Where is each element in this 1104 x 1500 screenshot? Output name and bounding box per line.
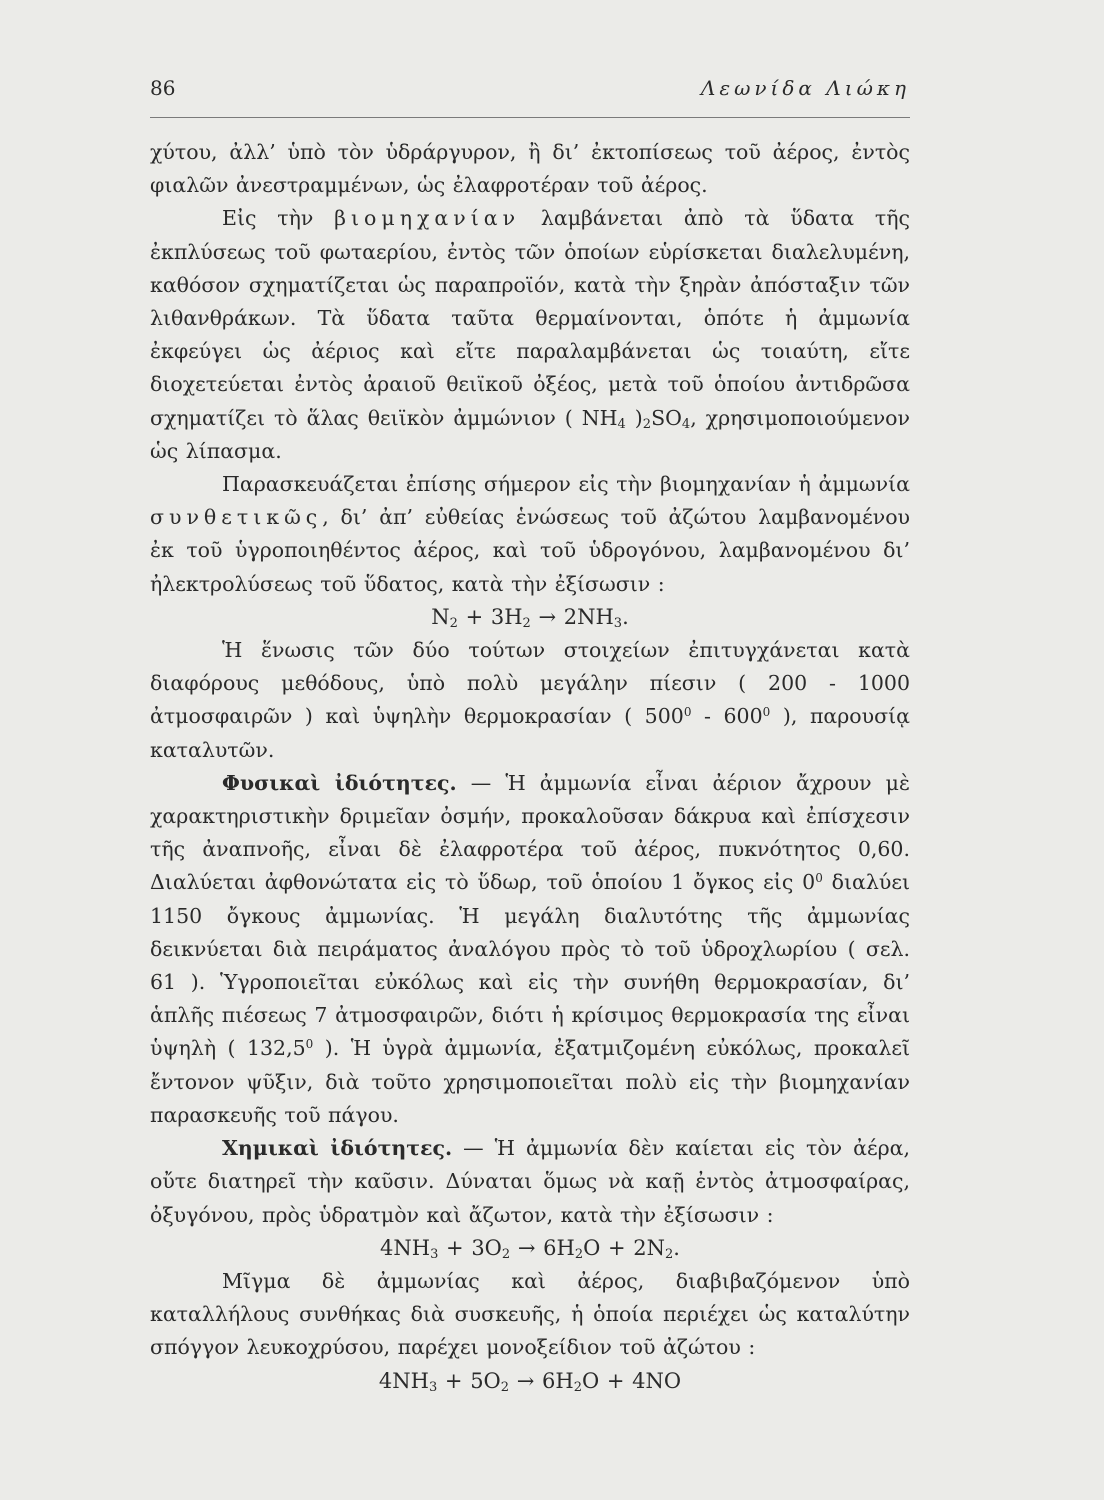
paragraph-6: Χημικαὶ ἰδιότητες. — Ἡ ἀμμωνία δὲν καίεται εἰς τὸν ἀέρα, οὔτε διατηρεῖ τὴν καῦσιν. Δύναται ὅμως νὰ καῇ ἐντὸς ἀτμοσφαίρας, ὀξυγόνου, πρὸς ὑδρατμὸν καὶ ἄζωτον, κατὰ τὴν ἐξίσωσιν : <box>150 1136 910 1227</box>
paragraph-1: χύτου, ἀλλ’ ὑπὸ τὸν ὑδράργυρον, ἢ δι’ ἐκτοπίσεως τοῦ ἀέρος, ἐντὸς φιαλῶν ἀνεστραμμένων, ὡς ἐλαφροτέραν τοῦ ἀέρος. <box>150 140 910 198</box>
equation-1: $N_2 + 3H_2 \to 2NH_3$. <box>431 604 629 631</box>
equation-3: $4NH_3 + 5O_2 \to 6H_2O + 4NO$ <box>378 1368 682 1395</box>
running-head: Λεωνίδα Λιώκη <box>700 76 910 100</box>
paragraph-3: Παρασκευάζεται ἐπίσης σήμερον εἰς τὴν βιομηχανίαν ἡ ἀμμωνία συνθετικῶς, δι’ ἀπ’ εὐθείας ἑνώσεως τοῦ ἀζώτου λαμβανομένου ἐκ τοῦ ὑγροποιηθέντος ἀέρος, καὶ τοῦ ὑδρογόνου, λαμβανομένου δι’ ἠλεκτρολύσεως τοῦ ὕδατος, κατὰ τὴν ἐξίσωσιν : <box>150 472 910 596</box>
page-header <box>150 76 910 116</box>
spaced-term: βιομηχανίαν <box>334 206 521 231</box>
header-rule <box>150 117 910 118</box>
paragraph-4: Ἡ ἕνωσις τῶν δύο τούτων στοιχείων ἐπιτυγχάνεται κατὰ διαφόρους μεθόδους, ὑπὸ πολὺ μεγάλην πίεσιν ( 200 - 1000 ἀτμοσφαιρῶν ) καὶ ὑψηλὴν θερμοκρασίαν ( $500^0 - 600^0$ ), παρουσίᾳ καταλυτῶν. <box>150 638 910 762</box>
spaced-term: συνθετικῶς <box>150 505 323 530</box>
paragraph-7: Μῖγμα δὲ ἀμμωνίας καὶ ἀέρος, διαβιβαζόμενον ὑπὸ καταλλήλους συνθήκας διὰ συσκευῆς, ἡ ὁποία περιέχει ὡς καταλύτην σπόγγον λευκοχρύσου, παρέχει μονοξείδιον τοῦ ἀζώτου : <box>150 1268 910 1360</box>
paragraph-5: Φυσικαὶ ἰδιότητες. — Ἡ ἀμμωνία εἶναι ἀέριον ἄχρουν μὲ χαρακτηριστικὴν δριμεῖαν ὀσμήν, προκαλοῦσαν δάκρυα καὶ ἐπίσχεσιν τῆς ἀναπνοῆς, εἶναι δὲ ἐλαφροτέρα τοῦ ἀέρος, πυκνότητος 0,60. Διαλύεται ἀφθονώτατα εἰς τὸ ὕδωρ, τοῦ ὁποίου 1 ὄγκος εἰς $0^0$ διαλύει 1150 ὄγκους ἀμμωνίας. Ἡ μεγάλη διαλυτότης τῆς ἀμμωνίας δεικνύεται διὰ πειράματος ἀναλόγου πρὸς τὸ τοῦ ὑδροχλωρίου ( σελ. 61 ). Ὑγροποιεῖται εὐκόλως καὶ εἰς τὴν συνήθη θερμοκρασίαν, δι’ ἁπλῆς πιέσεως 7 ἀτμοσφαιρῶν, διότι ἡ κρίσιμος θερμοκρασία της εἶναι ὑψηλὴ ( 132,5$^0$ ). Ἡ ὑγρὰ ἀμμωνία, ἐξατμιζομένη εὐκόλως, προκαλεῖ ἔντονον ψῦξιν, διὰ τοῦτο χρησιμοποιεῖται πολὺ εἰς τὴν βιομηχανίαν παρασκευῆς τοῦ πάγου. <box>150 770 910 1127</box>
section-heading-chemical: Χημικαὶ ἰδιότητες. <box>222 1136 453 1161</box>
section-heading-physical: Φυσικαὶ ἰδιότητες. <box>222 770 457 795</box>
paragraph-2: Εἰς τὴν βιομηχανίαν λαμβάνεται ἀπὸ τὰ ὕδατα τῆς ἐκπλύσεως τοῦ φωταερίου, ἐντὸς τῶν ὁποίων εὑρίσκεται διαλελυμένη, καθόσον σχηματίζεται ὡς παραπροϊόν, κατὰ τὴν ξηρὰν ἀπόσταξιν τῶν λιθανθράκων. Τὰ ὕδατα ταῦτα θερμαίνονται, ὁπότε ἡ ἀμμωνία ἐκφεύγει ὡς ἀέριος καὶ εἴτε παραλαμβάνεται ὡς τοιαύτη, εἴτε διοχετεύεται ἐντὸς ἀραιοῦ θειϊκοῦ ὀξέος, μετὰ τοῦ ὁποίου ἀντιδρῶσα σχηματίζει τὸ ἅλας θειϊκὸν ἀμμώνιον ( $NH_4$ )$_2SO_4$, χρησιμοποιούμενον ὡς λίπασμα. <box>150 206 910 463</box>
page-number: 86 <box>150 76 176 100</box>
page-body <box>150 136 910 1398</box>
equation-2: $4NH_3 + 3O_2 \to 6H_2O + 2N_2$. <box>380 1235 680 1262</box>
